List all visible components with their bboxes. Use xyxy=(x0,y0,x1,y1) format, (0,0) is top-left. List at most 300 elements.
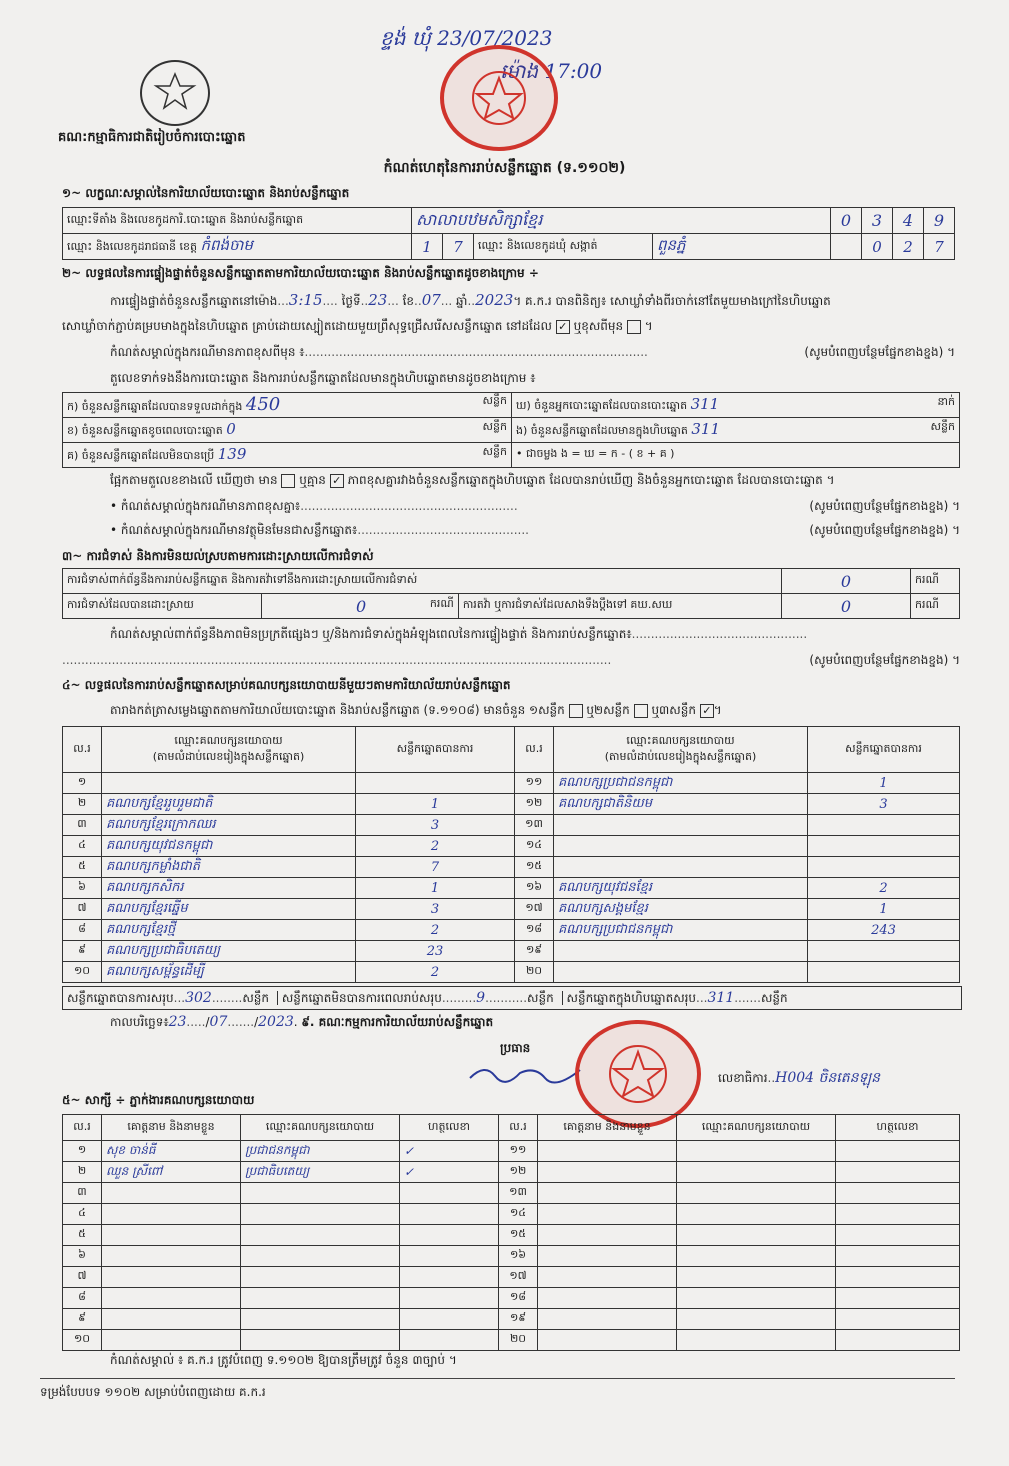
s5-row-sign xyxy=(836,1309,960,1330)
s5-row-no: ១៩ xyxy=(499,1309,538,1330)
s5-row-no: ៥ xyxy=(63,1225,102,1246)
three-sheet-checkbox[interactable]: ✓ xyxy=(700,704,714,718)
s1-code-4: 9 xyxy=(924,208,955,234)
s4-col-party-right-title: ឈ្មោះគណបក្សនយោបាយ xyxy=(626,733,735,747)
s2-note1: កំណត់សម្គាល់ក្នុងករណីមានភាពខុសពីមុន ៖.......................................................................................... (សូមបំពេញបន្ថែមផ្នែកខាងខ្នង) ។ xyxy=(110,345,955,359)
s5-row-name xyxy=(102,1246,241,1267)
s4-row-votes: 2 xyxy=(356,920,515,941)
s4-row-no: ៦ xyxy=(63,878,102,899)
s2-month-label: ខែ xyxy=(402,294,415,308)
s4-row-party xyxy=(554,836,808,857)
s2-row-d-unit: នាក់ xyxy=(937,395,955,408)
s4-row-party: គណបក្សជាតិនិយម xyxy=(554,794,808,815)
s5-row-party xyxy=(677,1246,836,1267)
s4-row-votes xyxy=(808,815,960,836)
s2-bullet2: • កំណត់សម្គាល់ក្នុងករណីមានវត្ថុមិនមែនជាសន្លឹកឆ្នោត៖............................................. (សូមបំពេញបន្ថែមផ្នែកខាងខ្នង) ។ xyxy=(110,523,960,537)
s4-col-party-left-sub: (តាមលំដាប់លេខរៀងក្នុងសន្លឹកឆ្នោត) xyxy=(152,749,305,763)
s4-row-party xyxy=(102,773,356,794)
s4-row-party: គណបក្សសម្ព័ន្ធដើម្បី xyxy=(102,962,356,983)
table-row xyxy=(63,773,960,794)
s2-row-d-value: 311 xyxy=(690,395,720,413)
s5-row-party xyxy=(677,1309,836,1330)
s3-row2-label2: ការតវ៉ា ឬការជំទាស់ដែលសាងទឹងប្តឹងទៅ គឃ.សឃ xyxy=(458,594,781,619)
table-row xyxy=(63,1288,960,1309)
s5-row-party: ប្រជាធិបតេយ្យ xyxy=(241,1162,400,1183)
s2-row-a-unit: សន្លឹក xyxy=(482,394,507,407)
section4-heading: ៤~ លទ្ធផលនៃការរាប់សន្លឹកឆ្នោតសម្រាប់គណបក្សនយោបាយនីមួយៗតាមការិយាល័យរាប់សន្លឹកឆ្នោត xyxy=(62,678,511,692)
s4-col-party-right-sub: (តាមលំដាប់លេខរៀងក្នុងសន្លឹកឆ្នោត) xyxy=(604,749,757,763)
s5-row-sign xyxy=(400,1225,499,1246)
table-row xyxy=(63,1246,960,1267)
s5-row-sign: ✓ xyxy=(400,1162,499,1183)
table-row xyxy=(63,1309,960,1330)
s4-col-party-left-title: ឈ្មោះគណបក្សនយោបាយ xyxy=(174,733,283,747)
s2-row-a-label: ក) ចំនួនសន្លឹកឆ្នោតដែលបានទទួលដាក់ក្នុង xyxy=(67,400,243,413)
s4-row-no: ១ xyxy=(63,773,102,794)
table-row xyxy=(63,1162,960,1183)
s2-year: 2023 xyxy=(475,291,514,309)
s2-row-b-value: 0 xyxy=(226,420,236,438)
s4-row-votes: 7 xyxy=(356,857,515,878)
s4-row-votes: 2 xyxy=(356,962,515,983)
s2-note1-label: កំណត់សម្គាល់ក្នុងករណីមានភាពខុសពីមុន ៖ xyxy=(110,345,305,359)
s4-row-votes: 3 xyxy=(808,794,960,815)
section5-heading: ៥~ សាក្សី ÷ ភ្នាក់ងារគណបក្សនយោបាយ xyxy=(62,1093,255,1107)
s2-row-a xyxy=(63,393,512,418)
s5-row-name xyxy=(538,1246,677,1267)
s1-commune-label: ឈ្មោះ និងលេខកូដឃុំ សង្កាត់ xyxy=(474,234,653,260)
official-seal-bottom xyxy=(575,1020,701,1128)
s2-line1-text-b: ។ គ.ក.រ បានពិនិត្យ៖ សោឃ្លាំទាំងពីរចាក់នៅតែមួយមាងក្រៅនៃហិបឆ្នោត xyxy=(513,294,831,308)
s4-row-no: ១៤ xyxy=(515,836,554,857)
s3-note: កំណត់សម្គាល់ពាក់ព័ន្ធនឹងភាពមិនប្រក្រតីផ្សេងៗ ឬ/និងការជំទាស់ក្នុងអំឡុងពេលនៃការផ្ទៀងផ្ទាត់ និងការរាប់សន្លឹកឆ្នោត៖.............................................. xyxy=(110,627,808,641)
s1-commune-value: ពួនភ្នំ xyxy=(653,234,831,260)
s5-row-name xyxy=(538,1330,677,1351)
s4-total-invalid-unit: សន្លឹក xyxy=(527,991,554,1005)
section3-table xyxy=(62,568,960,619)
s4-row-party: គណបក្សយុវជនខ្មែរ xyxy=(554,878,808,899)
s5-row-sign xyxy=(400,1204,499,1225)
s4-col-votes-right: សន្លឹកឆ្នោតបានការ xyxy=(808,727,960,773)
s4-row-votes: 3 xyxy=(356,815,515,836)
s4-row-no: ១៨ xyxy=(515,920,554,941)
s4-row-no: ១៩ xyxy=(515,941,554,962)
table-row xyxy=(63,1330,960,1351)
s4-row-no: ៩ xyxy=(63,941,102,962)
s5-row-party xyxy=(677,1141,836,1162)
s4-col-party-right xyxy=(554,727,808,773)
s5-row-no: ១៣ xyxy=(499,1183,538,1204)
s5-row-sign xyxy=(836,1183,960,1204)
s1-code-3: 4 xyxy=(893,208,924,234)
chair-signature xyxy=(465,1058,585,1092)
table-row xyxy=(63,815,960,836)
s4-row-votes xyxy=(808,857,960,878)
s5-row-party xyxy=(241,1246,400,1267)
s4-row-party: គណបក្សខ្មែរឆ្នើម xyxy=(102,899,356,920)
s4-row-votes: 2 xyxy=(356,836,515,857)
s1-row2-label xyxy=(63,234,412,260)
signoff-day: 23 xyxy=(168,1014,187,1030)
s2-row-c-unit: សន្លឹក xyxy=(482,445,507,458)
s4-total-invalid-label: សន្លឹកឆ្នោតមិនបានការពេលរាប់សរុប xyxy=(277,991,442,1005)
s2-row-e-label: ង) ចំនួនសន្លឹកឆ្នោតដែលមានក្នុងហិបឆ្នោត xyxy=(516,424,688,437)
s5-row-party xyxy=(241,1204,400,1225)
s5-row-no: ៧ xyxy=(63,1267,102,1288)
s5-row-sign xyxy=(400,1246,499,1267)
s4-row-votes: 1 xyxy=(808,773,960,794)
s2-bullet1-text: • កំណត់សម្គាល់ក្នុងករណីមានភាពខុសគ្នា៖ xyxy=(110,499,301,513)
s5-row-party xyxy=(677,1204,836,1225)
s5-row-name xyxy=(102,1330,241,1351)
s4-row-party xyxy=(554,941,808,962)
table-row xyxy=(63,1183,960,1204)
s5-row-sign xyxy=(400,1183,499,1204)
handwritten-time: ម៉ោង 17:00 xyxy=(500,59,603,83)
s5-col-name-right: គោត្តនាម និងនាមខ្លួន xyxy=(538,1115,677,1141)
s2-day-label: ថ្ងៃទី xyxy=(341,294,361,308)
table-row xyxy=(63,836,960,857)
s2-year-label: ឆ្នាំ xyxy=(456,294,468,308)
s5-row-name: សុខ ចាន់ធី xyxy=(102,1141,241,1162)
s5-row-name xyxy=(102,1288,241,1309)
s2-compare-c: ភាពខុសគ្នារវាងចំនួនសន្លឹកឆ្នោតក្នុងហិបឆ្នោត ដែលបានរាប់ឃើញ និងចំនួនអ្នកបោះឆ្នោត ដែលបានបោះឆ្នោត ។ xyxy=(347,473,835,487)
s1-com-code-3: 7 xyxy=(924,234,955,260)
s2-day: 23 xyxy=(368,291,388,309)
s4-row-party: គណបក្សសង្គមខ្មែរ xyxy=(554,899,808,920)
s4-row-party: គណបក្សខ្មែរក្រោកឈរ xyxy=(102,815,356,836)
s3-row1-label: ការជំទាស់ពាក់ព័ន្ធនឹងការរាប់សន្លឹកឆ្នោត និងការតវ៉ាទៅនឹងការដោះស្រាយលើការជំទាស់ xyxy=(63,569,782,594)
s5-row-no: ១៤ xyxy=(499,1204,538,1225)
s4-opt3: ឬ៣សន្លឹក xyxy=(651,703,696,717)
s4-intro: តារាងកត់ត្រាសម្លេងឆ្នោតតាមការិយាល័យបោះឆ្នោត និងរាប់សន្លឹកឆ្នោត (ទ.១១០៨) មានចំនួន ១សន្លឹក ឬ២សន្លឹក ឬ៣សន្លឹក ✓ ។ xyxy=(110,703,722,717)
s1-code-2: 3 xyxy=(862,208,893,234)
s2-compare xyxy=(110,472,835,488)
s5-row-sign xyxy=(836,1204,960,1225)
s4-row-no: ៥ xyxy=(63,857,102,878)
s4-col-no-right: ល.រ xyxy=(515,727,554,773)
s5-row-no: ១៨ xyxy=(499,1288,538,1309)
s4-results-table xyxy=(62,726,960,983)
s2-line2 xyxy=(62,318,653,334)
s5-row-name xyxy=(538,1267,677,1288)
s2-row-d xyxy=(512,393,960,418)
s2-row-e-value: 311 xyxy=(691,420,721,438)
s4-row-votes: 3 xyxy=(356,899,515,920)
s5-row-no: ១៦ xyxy=(499,1246,538,1267)
s3-row1-value: 0 xyxy=(782,569,911,594)
s4-row-no: ៨ xyxy=(63,920,102,941)
two-sheet-checkbox[interactable] xyxy=(634,704,648,718)
s1-com-code-1: 0 xyxy=(862,234,893,260)
s5-col-no-right: ល.រ xyxy=(499,1115,538,1141)
s4-opt2: ឬ២សន្លឹក xyxy=(586,703,630,717)
s2-bullet2-hint: (សូមបំពេញបន្ថែមផ្នែកខាងខ្នង) ។ xyxy=(809,523,960,537)
s4-row-no: ២ xyxy=(63,794,102,815)
s4-col-votes-left: សន្លឹកឆ្នោតបានការ xyxy=(356,727,515,773)
s2-bullet1-hint: (សូមបំពេញបន្ថែមផ្នែកខាងខ្នង) ។ xyxy=(809,499,960,513)
s5-row-name xyxy=(102,1267,241,1288)
official-seal-top xyxy=(440,45,558,151)
table-row xyxy=(63,1225,960,1246)
s4-row-votes: 23 xyxy=(356,941,515,962)
table-row xyxy=(63,899,960,920)
s5-row-no: ១៧ xyxy=(499,1267,538,1288)
s1-row1-value: សាលាបឋមសិក្សាខ្មែរ xyxy=(412,208,831,234)
s5-row-party xyxy=(677,1267,836,1288)
s2-row-e xyxy=(512,418,960,443)
s4-row-party xyxy=(554,857,808,878)
s5-col-party-left: ឈ្មោះគណបក្សនយោបាយ xyxy=(241,1115,400,1141)
s4-row-votes: 1 xyxy=(808,899,960,920)
s3-row2-value2: 0 xyxy=(782,594,911,619)
s1-province-value: កំពង់ចាម xyxy=(200,235,253,254)
s4-row-votes xyxy=(808,941,960,962)
s4-row-votes: 2 xyxy=(808,878,960,899)
s4-row-no: ៤ xyxy=(63,836,102,857)
s2-line2-text-c: ។ xyxy=(644,319,653,333)
s1-row1-label: ឈ្មោះទីតាំង និងលេខកូដការិ.បោះឆ្នោត និងរាប់សន្លឹកឆ្នោត xyxy=(63,208,412,234)
secretary-name: H004 ចិនតេនឡុន xyxy=(775,1070,881,1086)
s4-row-votes: 243 xyxy=(808,920,960,941)
s5-row-party xyxy=(241,1288,400,1309)
s5-row-sign xyxy=(836,1162,960,1183)
table-row xyxy=(63,962,960,983)
table-row xyxy=(63,1204,960,1225)
s3-row2-value: 0 xyxy=(356,596,367,616)
signoff-month: 07 xyxy=(209,1014,228,1030)
s2-row-f: • ជាចម្លង ង = ឃ = ក - ( ខ + គ ) xyxy=(512,443,960,468)
s3-row2-cell xyxy=(262,594,459,619)
s5-col-name-left: គោត្តនាម និងនាមខ្លួន xyxy=(102,1115,241,1141)
section3-heading: ៣~ ការជំទាស់ និងការមិនយល់ស្របតាមការដោះស្រាយលើការជំទាស់ xyxy=(62,549,374,563)
s5-row-no: ៩ xyxy=(63,1309,102,1330)
s5-row-sign xyxy=(400,1309,499,1330)
s4-row-no: ២០ xyxy=(515,962,554,983)
table-row xyxy=(63,857,960,878)
s4-intro-text: តារាងកត់ត្រាសម្លេងឆ្នោតតាមការិយាល័យបោះឆ្នោត និងរាប់សន្លឹកឆ្នោត (ទ.១១០៨) មានចំនួន ១សន្លឹក xyxy=(110,703,565,717)
s5-row-party xyxy=(241,1330,400,1351)
s5-row-no: ១០ xyxy=(63,1330,102,1351)
s5-row-name xyxy=(538,1288,677,1309)
s2-time: 3:15 xyxy=(288,291,323,309)
s3-row2-label: ការជំទាស់ដែលបានដោះស្រាយ xyxy=(63,594,262,619)
s5-row-sign xyxy=(400,1330,499,1351)
handwritten-date: ខ្ទង់ ឃុំ 23/07/2023 xyxy=(380,26,553,50)
s5-row-sign xyxy=(836,1246,960,1267)
s4-col-no-left: ល.រ xyxy=(63,727,102,773)
s2-note1-hint: (សូមបំពេញបន្ថែមផ្នែកខាងខ្នង) ។ xyxy=(804,345,955,359)
s4-row-party xyxy=(554,815,808,836)
chair-label: ប្រធាន xyxy=(500,1041,531,1055)
org-name: គណ:កម្មាធិការជាតិរៀបចំការបោះឆ្នោត xyxy=(58,130,246,145)
s5-row-party xyxy=(677,1330,836,1351)
s1-prov-code-1: 1 xyxy=(412,234,443,260)
s4-total-valid: 302 xyxy=(185,990,212,1006)
s2-compare-b: ឬគ្មាន xyxy=(299,473,326,487)
s1-prov-code-2: 7 xyxy=(443,234,474,260)
s4-row-party: គណបក្សយុវជនកម្ពុជា xyxy=(102,836,356,857)
s4-row-votes xyxy=(356,773,515,794)
s2-row-b-unit: សន្លឹក xyxy=(482,420,507,433)
s4-row-votes: 1 xyxy=(356,878,515,899)
s4-row-party: គណបក្សកម្លាំងជាតិ xyxy=(102,857,356,878)
signoff-committee: ៩. គណៈកម្មការការិយាល័យរាប់សន្លឹកឆ្នោត xyxy=(301,1015,494,1029)
s4-col-party-left xyxy=(102,727,356,773)
s4-row-no: ១០ xyxy=(63,962,102,983)
s2-line2-text-b: ឬខុសពីមុន xyxy=(573,319,624,333)
s5-row-name xyxy=(538,1162,677,1183)
s4-total-box: 311 xyxy=(707,990,735,1006)
s4-row-party xyxy=(554,962,808,983)
has-difference-checkbox[interactable] xyxy=(281,474,295,488)
s4-row-party: គណបក្សប្រជាជនកម្ពុជា xyxy=(554,773,808,794)
s2-figures-table xyxy=(62,392,960,468)
s2-figures-intro: តួលេខទាក់ទងនឹងការបោះឆ្នោត និងការរាប់សន្លឹកឆ្នោតដែលមានក្នុងហិបឆ្នោតមានដូចខាងក្រោម ៖ xyxy=(110,371,536,385)
table-row xyxy=(63,941,960,962)
s2-row-c-value: 139 xyxy=(217,445,247,463)
s2-compare-a: ផ្អែកតាមតួលេខខាងលើ ឃើញថា មាន xyxy=(110,473,278,487)
section1-table xyxy=(62,207,955,260)
s5-witness-table xyxy=(62,1114,960,1351)
s5-row-sign xyxy=(400,1267,499,1288)
s4-row-votes: 1 xyxy=(356,794,515,815)
s5-row-no: ៨ xyxy=(63,1288,102,1309)
s5-row-name xyxy=(538,1225,677,1246)
s1-province-label: ឈ្មោះ និងលេខកូដរាជធានី ខេត្ត xyxy=(67,239,197,253)
s4-total-valid-label: សន្លឹកឆ្នោតបានការសរុប xyxy=(67,991,174,1005)
signoff-date-label: កាលបរិច្ឆេទ៖ xyxy=(110,1015,169,1029)
s2-row-c-label: គ) ចំនួនសន្លឹកឆ្នោតដែលមិនបានប្រើ xyxy=(67,449,215,462)
section1-heading: ១~ លក្ខណៈសម្គាល់នៃការិយាល័យបោះឆ្នោត និងរាប់សន្លឹកឆ្នោត xyxy=(62,186,350,200)
s2-row-b-label: ខ) ចំនួនសន្លឹកឆ្នោតខូចពេលបោះឆ្នោត xyxy=(67,424,223,437)
s5-row-name xyxy=(102,1309,241,1330)
s5-row-no: ១២ xyxy=(499,1162,538,1183)
s4-row-no: ៣ xyxy=(63,815,102,836)
s5-row-name xyxy=(102,1225,241,1246)
s5-row-name xyxy=(538,1204,677,1225)
signoff-year: 2023 xyxy=(258,1014,294,1030)
s5-col-sign-right: ហត្ថលេខា xyxy=(836,1115,960,1141)
s5-row-no: ៤ xyxy=(63,1204,102,1225)
s5-row-name xyxy=(538,1183,677,1204)
s5-row-name xyxy=(538,1141,677,1162)
s3-row2-unit2: ករណី xyxy=(911,594,960,619)
s5-row-name xyxy=(538,1309,677,1330)
table-row xyxy=(63,1267,960,1288)
s2-line1-text-a: ការផ្ទៀងផ្ទាត់ចំនួនសន្លឹកឆ្នោតនៅម៉ោង xyxy=(110,294,278,308)
s5-row-no: ២ xyxy=(63,1162,102,1183)
s5-row-party xyxy=(241,1267,400,1288)
s5-row-no: ៣ xyxy=(63,1183,102,1204)
s2-row-d-label: ឃ) ចំនួនអ្នកបោះឆ្នោតដែលបានបោះឆ្នោត xyxy=(516,399,688,412)
s5-row-sign xyxy=(836,1288,960,1309)
footer-bottom: ទម្រង់បែបបទ ១១០២ សម្រាប់បំពេញដោយ គ.ក.រ xyxy=(40,1385,266,1399)
s3-row1-unit: ករណី xyxy=(911,569,960,594)
s4-row-party: គណបក្សកសិករ xyxy=(102,878,356,899)
s5-col-no-left: ល.រ xyxy=(63,1115,102,1141)
s2-row-e-unit: សន្លឹក xyxy=(930,420,955,433)
s4-total-invalid: 9 xyxy=(476,990,486,1006)
s4-total-box-label: សន្លឹកឆ្នោតក្នុងហិបឆ្នោតសរុប xyxy=(562,991,697,1005)
s2-bullet2-text: • កំណត់សម្គាល់ក្នុងករណីមានវត្ថុមិនមែនជាសន្លឹកឆ្នោត៖ xyxy=(110,523,358,537)
s5-row-party xyxy=(677,1288,836,1309)
s2-bullet1: • កំណត់សម្គាល់ក្នុងករណីមានភាពខុសគ្នា៖......................................................... (សូមបំពេញបន្ថែមផ្នែកខាងខ្នង) ។ xyxy=(110,499,960,513)
s2-row-c xyxy=(63,443,512,468)
emblem-icon xyxy=(140,60,210,126)
s4-row-party: គណបក្សប្រជាជនកម្ពុជា xyxy=(554,920,808,941)
one-sheet-checkbox[interactable] xyxy=(569,704,583,718)
secretary-label: លេខាធិការ xyxy=(718,1071,768,1085)
s4-row-no: ១៥ xyxy=(515,857,554,878)
s5-row-no: ២០ xyxy=(499,1330,538,1351)
s1-code-1: 0 xyxy=(831,208,862,234)
s5-row-party xyxy=(677,1183,836,1204)
s5-row-sign xyxy=(836,1267,960,1288)
section2-heading: ២~ លទ្ធផលនៃការផ្ទៀងផ្ទាត់ចំនួនសន្លឹកឆ្នោតតាមការិយាល័យបោះឆ្នោត និងរាប់សន្លឹកឆ្នោតដូចខាងក្រោម ÷ xyxy=(62,266,539,280)
no-difference-checkbox[interactable]: ✓ xyxy=(330,474,344,488)
s5-row-name xyxy=(102,1183,241,1204)
s4-row-party: គណបក្សប្រជាធិបតេយ្យ xyxy=(102,941,356,962)
s5-row-name xyxy=(102,1204,241,1225)
s1-com-code-2: 2 xyxy=(893,234,924,260)
s3-row2-unit: ករណី xyxy=(429,596,454,610)
s5-row-no: ១៥ xyxy=(499,1225,538,1246)
signoff-date: កាលបរិច្ឆេទ៖23...../07......./2023. ៩. គណៈកម្មការការិយាល័យរាប់សន្លឹកឆ្នោត xyxy=(110,1014,494,1030)
different-checkbox[interactable] xyxy=(627,320,641,334)
s1-spacer xyxy=(831,234,862,260)
s5-row-sign xyxy=(836,1141,960,1162)
form-title: កំណត់ហេតុនៃការរាប់សន្លឹកឆ្នោត (ទ.១១០២) xyxy=(383,160,626,176)
s3-note-text: កំណត់សម្គាល់ពាក់ព័ន្ធនឹងភាពមិនប្រក្រតីផ្សេងៗ ឬ/និងការជំទាស់ក្នុងអំឡុងពេលនៃការផ្ទៀងផ្ទាត់ និងការរាប់សន្លឹកឆ្នោត៖ xyxy=(110,627,632,641)
secretary: លេខាធិការ..H004 ចិនតេនឡុន xyxy=(718,1070,881,1086)
s4-total-valid-unit: សន្លឹក xyxy=(242,991,270,1005)
s3-note-line2: ................................................................................................................................................ (សូមបំពេញបន្ថែមផ្នែកខាងខ្នង) ។ xyxy=(62,653,960,667)
footer-note: កំណត់សម្គាល់ ៖ គ.ក.រ ត្រូវបំពេញ ទ.១១០២ ឱ្យបានត្រឹមត្រូវ ចំនួន ៣ច្បាប់ ។ xyxy=(110,1353,457,1367)
s5-row-party xyxy=(677,1162,836,1183)
s4-row-votes xyxy=(808,836,960,857)
s4-row-no: ១៦ xyxy=(515,878,554,899)
s5-row-sign xyxy=(400,1288,499,1309)
s2-row-a-value: 450 xyxy=(245,394,281,415)
s4-row-party: គណបក្សខ្មែរថ្មី xyxy=(102,920,356,941)
s5-row-party xyxy=(241,1309,400,1330)
s4-row-no: ១៣ xyxy=(515,815,554,836)
s2-line2-text-a: សោឃ្លាំចាក់ភ្ជាប់គម្របមាងក្នុងនៃហិបឆ្នោត គ្រាប់ដោយស្បៀតដោយមួយព្រឹសុទ្ធជ្រើសរើសសន្លឹកឆ្នោត នៅដដែល xyxy=(62,319,552,333)
s4-totals: សន្លឹកឆ្នោតបានការសរុប...302........សន្លឹក សន្លឹកឆ្នោតមិនបានការពេលរាប់សរុប.........9...........សន្លឹក សន្លឹកឆ្នោតក្នុងហិបឆ្នោតសរុប...311.......សន្លឹក xyxy=(62,986,962,1010)
table-row xyxy=(63,794,960,815)
s5-row-party xyxy=(677,1225,836,1246)
s5-row-party: ប្រជាជនកម្ពុជា xyxy=(241,1141,400,1162)
s4-row-party: គណបក្សខ្មែររួបរួមជាតិ xyxy=(102,794,356,815)
s4-total-box-unit: សន្លឹក xyxy=(760,991,788,1005)
s2-month: 07 xyxy=(421,291,441,309)
s4-row-no: ១៧ xyxy=(515,899,554,920)
same-checkbox[interactable]: ✓ xyxy=(556,320,570,334)
s5-row-party xyxy=(241,1225,400,1246)
s5-row-sign xyxy=(836,1225,960,1246)
s5-col-party-right: ឈ្មោះគណបក្សនយោបាយ xyxy=(677,1115,836,1141)
s2-row-b xyxy=(63,418,512,443)
s5-row-name: ឈួន ស្រីពៅ xyxy=(102,1162,241,1183)
s5-row-party xyxy=(241,1183,400,1204)
s5-row-sign: ✓ xyxy=(400,1141,499,1162)
s2-line1: ការផ្ទៀងផ្ទាត់ចំនួនសន្លឹកឆ្នោតនៅម៉ោង...3:15.... ថ្ងៃទី..23... ខែ..07... ឆ្នាំ..2023។ គ.ក.រ បានពិនិត្យ៖ សោឃ្លាំទាំងពីរចាក់នៅតែមួយមាងក្រៅនៃហិបឆ្នោត xyxy=(110,291,831,309)
s5-row-no: ១១ xyxy=(499,1141,538,1162)
s5-row-no: ៦ xyxy=(63,1246,102,1267)
s5-row-no: ១ xyxy=(63,1141,102,1162)
s4-row-no: ៧ xyxy=(63,899,102,920)
